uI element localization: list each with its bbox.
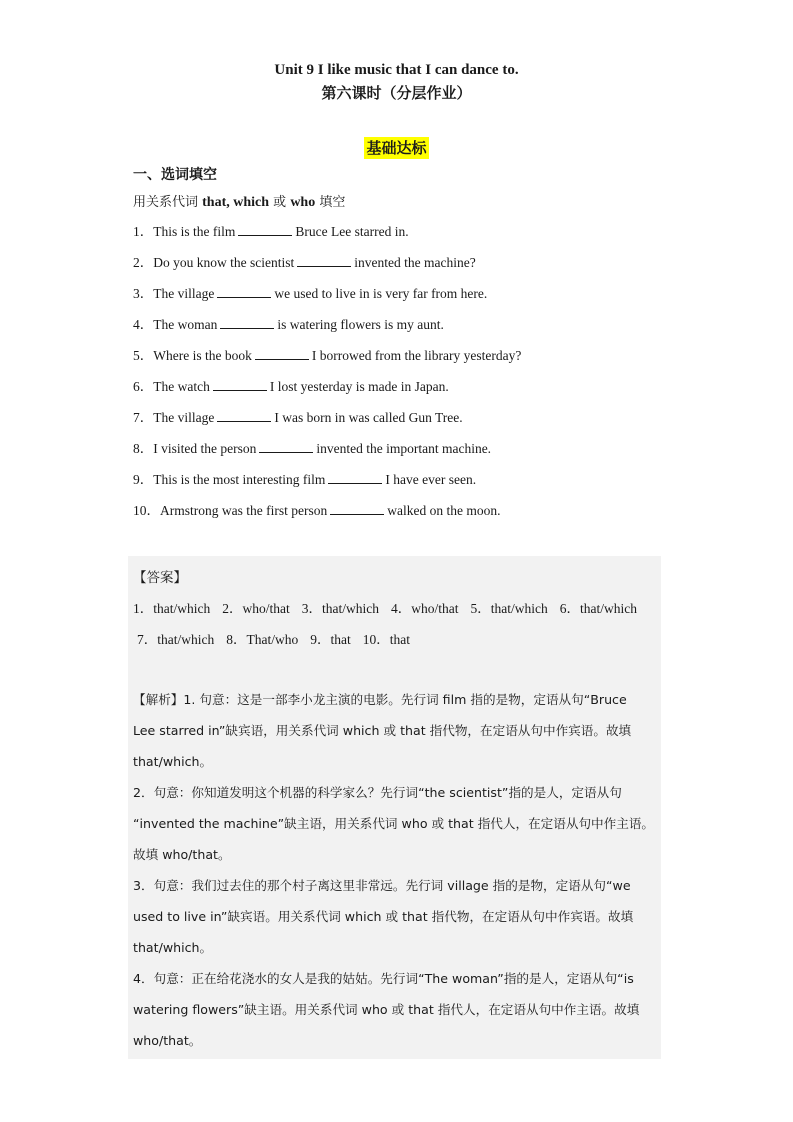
analysis-line: that/which。: [133, 754, 213, 769]
question-text: I have ever seen.: [385, 472, 477, 487]
question-text: is watering flowers is my aunt.: [277, 317, 444, 332]
level-heading: 基础达标: [366, 139, 427, 157]
analysis-line: who/that。: [133, 1033, 202, 1048]
question-text: I lost yesterday is made in Japan.: [269, 379, 449, 394]
question-text: invented the important machine.: [316, 441, 492, 456]
instruction-bold-1: that, which: [202, 195, 270, 210]
question-item: [133, 408, 673, 439]
analysis-line: Lee starred in”缺宾语，用关系代词 which 或 that 指代物，在定语从句中作宾语。故填: [133, 723, 632, 738]
answer-item: 5．that/which: [470, 601, 548, 616]
question-text: I was born in was called Gun Tree.: [274, 410, 463, 425]
answer-blank: [217, 285, 271, 298]
title-english: Unit 9 I like music that I can dance to.: [274, 62, 519, 78]
question-text: invented the machine?: [354, 255, 476, 270]
answer-blank: [220, 316, 274, 329]
answer-blank: [259, 440, 313, 453]
answer-blank: [238, 223, 292, 236]
instruction-mid: 或: [269, 195, 291, 210]
question-text: 1．This is the film: [133, 224, 236, 239]
answer-item: 2．who/that: [222, 601, 290, 616]
question-item: [133, 439, 673, 470]
section-title: 一、选词填空: [133, 167, 217, 183]
analysis-line: watering flowers”缺主语。用关系代词 who 或 that 指代人，在定语从句中作主语。故填: [133, 1002, 640, 1017]
question-item: [133, 470, 673, 501]
question-list: [133, 222, 673, 532]
answer-line-2: [137, 628, 422, 648]
question-text: walked on the moon.: [387, 503, 501, 518]
answer-item: 4．who/that: [391, 601, 459, 616]
question-item: [133, 346, 673, 377]
answer-blank: [217, 409, 271, 422]
answer-item: 7．that/which: [137, 632, 215, 647]
question-text: 5．Where is the book: [133, 348, 252, 363]
question-item: [133, 284, 673, 315]
answer-blank: [255, 347, 309, 360]
answer-item: 6．that/which: [559, 601, 637, 616]
answer-line-1: [133, 597, 649, 617]
analysis-line: 2．句意：你知道发明这个机器的科学家么？先行词“the scientist”指的是人，定语从句: [133, 785, 622, 800]
answer-item: 10．that: [362, 632, 410, 647]
level-heading-wrap: [0, 137, 793, 159]
analysis-line: 故填 who/that。: [133, 847, 231, 862]
question-text: 8．I visited the person: [133, 441, 257, 456]
analysis-line: “invented the machine”缺主语，用关系代词 who 或 that 指代人，在定语从句中作主语。: [133, 816, 655, 831]
question-text: we used to live in is very far from here.: [274, 286, 488, 301]
instruction-suffix: 填空: [315, 195, 346, 210]
instruction-prefix: 用关系代词: [133, 195, 203, 210]
analysis-line: used to live in”缺宾语。用关系代词 which 或 that 指代物，在定语从句中作宾语。故填: [133, 909, 634, 924]
answer-blank: [213, 378, 267, 391]
question-item: [133, 377, 673, 408]
answer-item: 9．that: [310, 632, 351, 647]
answer-blank: [330, 502, 384, 515]
answer-blank: [297, 254, 351, 267]
instruction: [133, 191, 345, 211]
analysis-line: that/which。: [133, 940, 213, 955]
question-text: 7．The village: [133, 410, 215, 425]
question-text: 2．Do you know the scientist: [133, 255, 295, 270]
instruction-bold-2: who: [290, 195, 316, 210]
question-text: 3．The village: [133, 286, 215, 301]
question-item: [133, 315, 673, 346]
title-chinese: 第六课时（分层作业）: [321, 84, 472, 102]
answer-blank: [328, 471, 382, 484]
question-text: I borrowed from the library yesterday?: [311, 348, 522, 363]
analysis-block: [133, 684, 663, 1056]
analysis-line: 【解析】1. 句意：这是一部李小龙主演的电影。先行词 film 指的是物，定语从句“Bruce: [133, 692, 627, 707]
analysis-line: 3．句意：我们过去住的那个村子离这里非常远。先行词 village 指的是物，定语从句“we: [133, 878, 631, 893]
question-text: 6．The watch: [133, 379, 210, 394]
question-text: 4．The woman: [133, 317, 218, 332]
answer-item: 1．that/which: [133, 601, 211, 616]
question-item: [133, 222, 673, 253]
answer-item: 3．that/which: [301, 601, 379, 616]
question-text: 9．This is the most interesting film: [133, 472, 326, 487]
question-text: Bruce Lee starred in.: [295, 224, 409, 239]
question-text: 10．Armstrong was the first person: [133, 503, 328, 518]
question-item: [133, 501, 673, 532]
question-item: [133, 253, 673, 284]
analysis-line: 4．句意：正在给花浇水的女人是我的姑姑。先行词“The woman”指的是人，定语从句“is: [133, 971, 634, 986]
answer-title: 【答案】: [133, 570, 187, 586]
answer-item: 8．That/who: [226, 632, 299, 647]
